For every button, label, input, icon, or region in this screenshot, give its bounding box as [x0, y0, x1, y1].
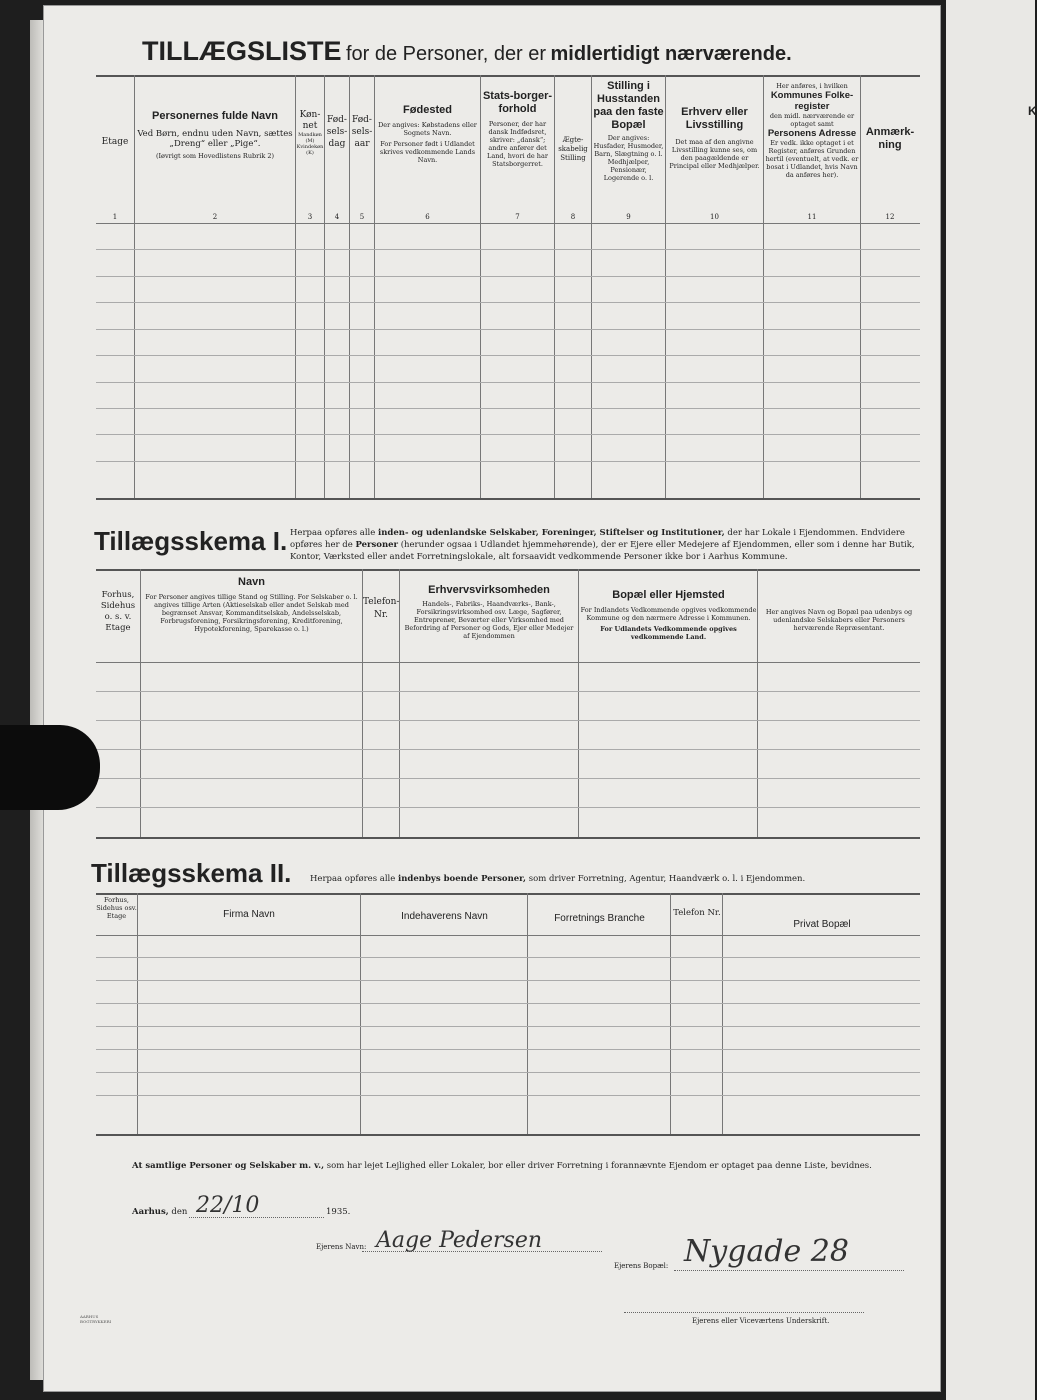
col-foedested: Fødested Der angives: Købstadens eller Sognets Navn. For Personer født i Udlandet skrives vedkommende Lands Navn. [378, 104, 477, 164]
main-title [142, 36, 932, 67]
facing-page-letter: K [1028, 104, 1037, 118]
col-num-4: 4 [334, 213, 340, 221]
skema2-intro-bold: indenbys boende Personer, [398, 874, 527, 884]
date-line [132, 1207, 187, 1217]
skema2-intro [310, 874, 920, 884]
attestation-statement [132, 1161, 922, 1171]
col-erhverv: Erhverv eller Livsstilling Det maa af den angivne Livsstilling kunne ses, om den paagældende er Principal eller Medhjælper. [669, 106, 760, 170]
col-num-3: 3 [307, 213, 313, 221]
den-label: den [171, 1207, 188, 1217]
s1-col-navn: Navn For Personer angives tillige Stand og Stilling. For Selskaber o. l. angives tillige Arten (Aktieselskab eller andet Selskab med begrænset Ansvar, Kommanditselskab, Andelsselskab, Forbrugsforening, Forsikringsforening, Kreditforening, Hypotekforening, Sparekasse o. l.) [145, 576, 358, 633]
printer-mark: AARHUS BOGTRYKKERI [80, 1314, 112, 1324]
col-anmaerkning: Anmærk-ning [865, 126, 915, 151]
facing-page [946, 0, 1035, 1400]
col-num-10: 10 [710, 213, 719, 221]
title-bold2: midlertidigt nærværende. [550, 43, 792, 65]
col-num-11: 11 [807, 213, 817, 221]
skema2-title: Tillægsskema II. [91, 858, 292, 888]
owner-address-handwritten: Nygade 28 [684, 1234, 849, 1269]
skema1-intro-bold1: inden- og udenlandske Selskaber, Foreninger, Stiftelser og Institutioner, [378, 528, 725, 538]
col-aegteskabelig: Ægte-skabelig Stilling [558, 136, 588, 162]
skema1-title: Tillægsskema I. [94, 526, 288, 556]
s2-col-telefon: Telefon Nr. [673, 908, 721, 918]
s1-col-bopael: Bopæl eller Hjemsted For Indlandets Vedkommende opgives vedkommende Kommune og den nærmere Adresse i Kommunen. For Udlandets Vedkommende opgives vedkommende Land. [580, 589, 757, 641]
title-rest: for de Personer, der er [345, 43, 547, 65]
owner-name-label: Ejerens Navn: [316, 1243, 367, 1251]
col-num-6: 6 [425, 213, 430, 221]
skema1-intro-bold2: Personer [355, 540, 399, 550]
col-navn: Personernes fulde Navn Ved Børn, endnu uden Navn, sættes „Dreng“ eller „Pige“. (Iøvrigt som Hovedlistens Rubrik 2) [137, 110, 293, 160]
signature-label: Ejerens eller Viceværtens Underskrift. [692, 1317, 830, 1325]
skema1-intro [290, 527, 920, 563]
owner-address-line [674, 1270, 904, 1271]
col-num-7: 7 [515, 213, 520, 221]
skema2-intro-pre: Herpaa opføres alle [310, 874, 396, 884]
statement-bold: At samtlige Personer og Selskaber m. v., [132, 1161, 325, 1171]
s2-col-branche: Forretnings Branche [554, 913, 645, 924]
col-num-1: 1 [112, 213, 118, 221]
census-form-page [44, 6, 940, 1391]
s2-col-etage: Forhus, Sidehus osv. Etage [96, 896, 137, 920]
owner-name-handwritten: Aage Pedersen [376, 1228, 543, 1253]
statement-rest: som har lejet Lejlighed eller Lokaler, bor eller driver Forretning i forannævnte Ejendom er optaget paa denne Liste, bevidnes. [326, 1161, 872, 1171]
col-etage: Etage [101, 137, 129, 147]
skema2-intro-rest: som driver Forretning, Agentur, Haandværk o. l. i Ejendommen. [528, 874, 806, 884]
skema1-intro-pre: Herpaa opføres alle [290, 528, 376, 538]
col-koen: Køn-net Mandkøn (M) Kvindekøn (K) [296, 110, 324, 156]
title-bold: TILLÆGSLISTE [142, 36, 342, 66]
skema1-intro-rest: (herunder ogsaa i Udlandet hjemmehørende), der er Ejere eller Medejere af Ejendommen, eller som i denne har Butik, Kontor, Værksted eller andet Forretningslokale, alt forsaavidt vedkommende Personer ikke bor i Aarhus Kommune. [290, 540, 915, 562]
col-num-5: 5 [359, 213, 365, 221]
s2-col-firma: Firma Navn [223, 909, 275, 920]
skema1-intro-mid: der har Lokale i Ejendommen. Endvidere opføres her de [290, 528, 905, 550]
col-folkeregister: Her anføres, i hvilken Kommunes Folke-register den midl. nærværende er optaget samt Personens Adresse Er vedk. ikke optaget i et Register, anføres Grunden hertil (eventuelt, at vedk. er bosat i Udlandet, hvis Navn da anføres her). [765, 82, 859, 179]
col-num-2: 2 [212, 213, 218, 221]
s1-col-erhverv: Erhvervsvirksomheden Handels-, Fabriks-, Haandværks-, Bank-, Forsikringsvirksomhed osv. Læge, Sagfører, Entreprenør, Beværter eller Virksomhed med Befordring af Personer og Gods, Ejer eller Medejer af Ejendommen [404, 584, 574, 640]
col-num-9: 9 [626, 213, 631, 221]
signature-line [624, 1312, 864, 1313]
s1-col-telefon: Telefon-Nr. [363, 597, 400, 620]
s1-col-etage: Forhus, Sidehus o. s. v. Etage [100, 590, 136, 633]
col-foedselsdag: Fød-sels-dag [326, 115, 348, 149]
s2-col-privat: Privat Bopæl [793, 919, 851, 930]
thumb-holding-page [0, 725, 100, 810]
col-num-12: 12 [885, 213, 895, 221]
owner-address-label: Ejerens Bopæl: [614, 1262, 669, 1270]
place-label: Aarhus, [132, 1207, 169, 1217]
s1-col-repraesentant: Her angives Navn og Bopæl paa udenbys og udenlandske Selskabers eller Personers herværende Repræsentant. [765, 608, 913, 632]
col-statsborger: Stats-borger-forhold Personer, der har dansk Indfødsret, skriver: „dansk“; andre anfører det Land, hvori de har Statsborgerret. [482, 90, 553, 168]
col-foedselsaar: Fød-sels-aar [351, 115, 373, 149]
date-handwritten: 22/10 [196, 1193, 260, 1218]
year-label: 1935. [326, 1207, 351, 1217]
s2-col-indehaver: Indehaverens Navn [401, 911, 488, 922]
col-stilling-husstand: Stilling i Husstanden paa den faste Bopæl Der angives: Husfader, Husmoder, Barn, Slægtning o. l. Medhjælper, Pensionær, Logerende o. l. [593, 80, 664, 182]
col-num-8: 8 [570, 213, 576, 221]
